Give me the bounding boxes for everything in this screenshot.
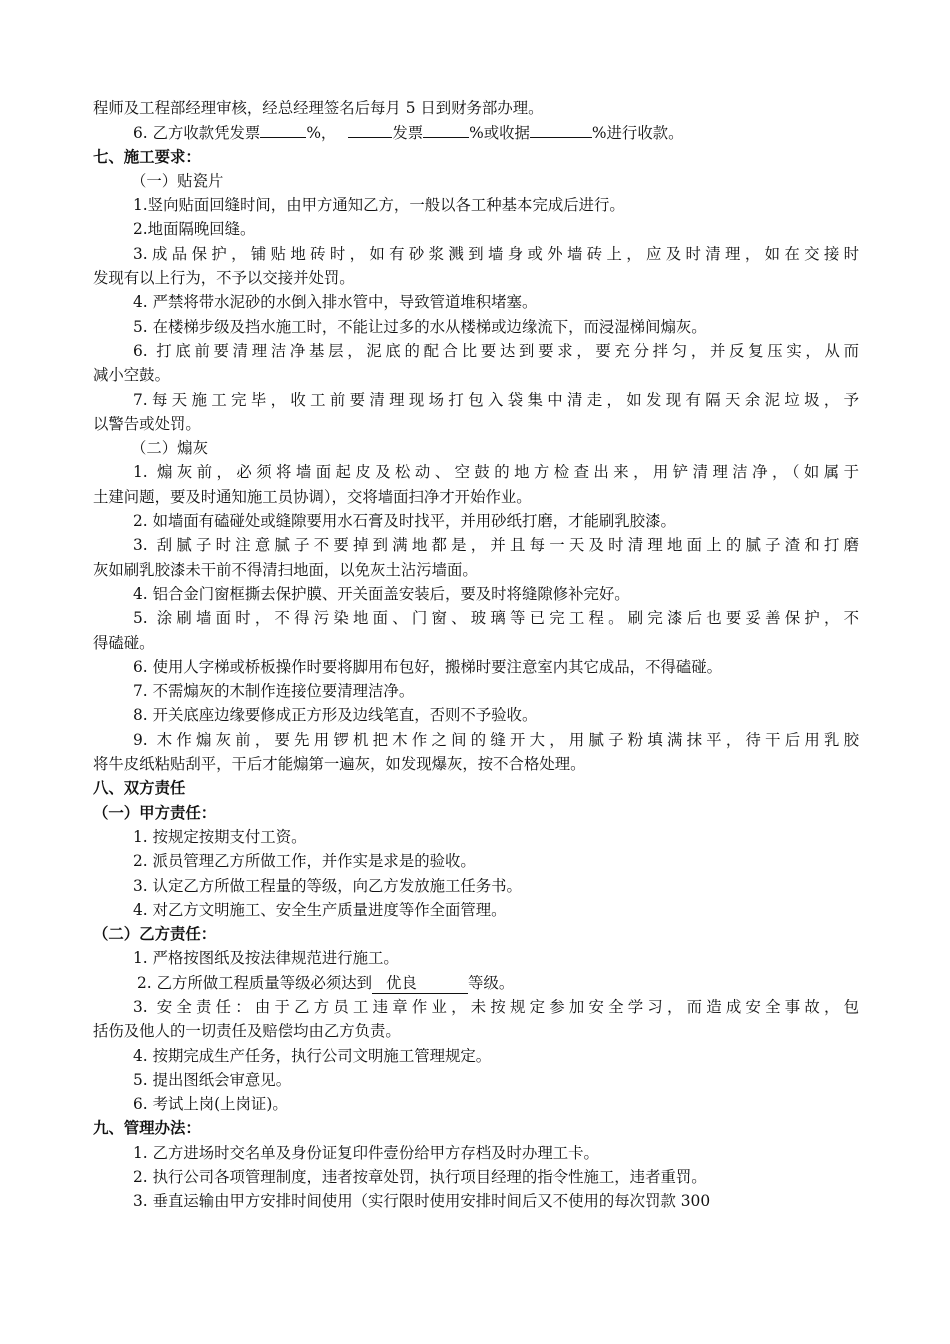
tile-item-3: 3.成品保护，铺贴地砖时，如有砂浆溅到墙身或外墙砖上，应及时清理，如在交接时 (133, 244, 859, 263)
tile-item-1: 1.竖向贴面回缝时间，由甲方通知乙方，一般以各工种基本完成后进行。 (133, 196, 625, 215)
party-b-item-3: 3. 安全责任：由于乙方员工违章作业，未按规定参加安全学习，而造成安全事故，包 (133, 997, 859, 1016)
subsection-paint: （二）煽灰 (131, 439, 208, 458)
tile-item-6-cont: 减小空鼓。 (93, 366, 170, 385)
subsection-tile: （一）贴瓷片 (131, 171, 224, 190)
party-b-item-2 (93, 971, 859, 995)
tile-item-4: 4. 严禁将带水泥砂的水倒入排水管中，导致管道堆积堵塞。 (133, 293, 538, 312)
payment-ratio-line (93, 120, 859, 144)
blank-invoice-percent (260, 120, 306, 138)
mgmt-item-1: 1. 乙方进场时交名单及身份证复印件壹份给甲方存档及时办理工卡。 (133, 1143, 599, 1162)
tile-item-2: 2.地面隔晚回缝。 (133, 220, 256, 239)
contract-page (93, 96, 859, 1214)
blank-receipt-percent (530, 120, 592, 138)
section-heading-9: 九、管理办法： (93, 1119, 201, 1138)
party-a-item-2: 2. 派员管理乙方所做工作，并作实是求是的验收。 (133, 852, 476, 871)
paint-item-5: 5. 涂刷墙面时，不得污染地面、门窗、玻璃等已完工程。刷完漆后也要妥善保护，不 (133, 609, 859, 628)
subsection-party-a: （一）甲方责任： (93, 803, 217, 822)
party-a-item-3: 3. 认定乙方所做工程量的等级，向乙方发放施工任务书。 (133, 876, 522, 895)
tile-item-5: 5. 在楼梯步级及挡水施工时，不能让过多的水从楼梯或边缘流下，而浸湿梯间煽灰。 (133, 317, 707, 336)
ratio-label: 6. 乙方收款凭发票 (133, 124, 261, 143)
quality-suffix: 等级。 (468, 973, 515, 992)
paint-item-4: 4. 铝合金门窗框撕去保护膜、开关面盖安装后，要及时将缝隙修补完好。 (133, 584, 630, 603)
party-b-item-3-cont: 括伤及他人的一切责任及赔偿均由乙方负责。 (93, 1022, 401, 1041)
quality-grade-fill: 优良 (372, 973, 468, 994)
tile-item-6: 6. 打底前要清理洁净基层，泥底的配合比要达到要求，要充分拌匀，并反复压实，从而 (133, 341, 859, 360)
ratio-invoice-label: 发票 (392, 124, 424, 143)
paint-item-8: 8. 开关底座边缘要修成正方形及边线笔直，否则不予验收。 (133, 706, 538, 725)
ratio-sep: %， (306, 124, 337, 143)
party-a-item-1: 1. 按规定按期支付工资。 (133, 827, 307, 846)
paint-item-2: 2. 如墙面有磕碰处或缝隙要用水石膏及时找平，并用砂纸打磨，才能刷乳胶漆。 (133, 512, 676, 531)
tile-item-3-cont: 发现有以上行为，不予以交接并处罚。 (93, 269, 355, 288)
paint-item-1-cont: 土建问题，要及时通知施工员协调），交将墙面扫净才开始作业。 (93, 487, 532, 506)
party-b-item-6: 6. 考试上岗(上岗证)。 (133, 1095, 288, 1114)
party-a-item-4: 4. 对乙方文明施工、安全生产质量进度等作全面管理。 (133, 900, 507, 919)
blank-invoice-percent-2 (423, 120, 469, 138)
paint-item-3: 3. 刮腻子时注意腻子不要掉到满地都是，并且每一天及时清理地面上的腻子渣和打磨 (133, 536, 859, 555)
section-heading-8: 八、双方责任 (93, 779, 186, 798)
quality-label: 2. 乙方所做工程质量等级必须达到 (137, 973, 373, 992)
mgmt-item-3: 3. 垂直运输由甲方安排时间使用（实行限时使用安排时间后又不使用的每次罚款 300 (133, 1192, 711, 1211)
mgmt-item-2: 2. 执行公司各项管理制度，违者按章处罚，执行项目经理的指令性施工，违者重罚。 (133, 1168, 707, 1187)
paint-item-1: 1. 煽灰前，必须将墙面起皮及松动、空鼓的地方检查出来，用铲清理洁净，（如属于 (133, 463, 859, 482)
payment-approval-text: 程师及工程部经理审核，经总经理签名后每月 5 日到财务部办理。 (93, 99, 544, 117)
paint-item-3-cont: 灰如刷乳胶漆未干前不得清扫地面，以免灰土沾污墙面。 (93, 560, 478, 579)
tile-item-7-cont: 以警告或处罚。 (93, 414, 201, 433)
paint-item-7: 7. 不需煽灰的木制作连接位要清理洁净。 (133, 682, 415, 701)
subsection-party-b: （二）乙方责任： (93, 925, 217, 944)
ratio-end: %进行收款。 (591, 124, 684, 143)
tile-item-7: 7.每天施工完毕，收工前要清理现场打包入袋集中清走，如发现有隔天余泥垃圾，予 (133, 390, 859, 409)
ratio-receipt-label: %或收据 (469, 124, 530, 143)
party-b-item-1: 1. 严格按图纸及按法律规范进行施工。 (133, 949, 399, 968)
paint-item-9-cont: 将牛皮纸粘贴刮平，干后才能煽第一遍灰，如发现爆灰，按不合格处理。 (93, 755, 586, 774)
paint-item-6: 6. 使用人字梯或桥板操作时要将脚用布包好，搬梯时要注意室内其它成品，不得磕碰。 (133, 657, 723, 676)
blank-invoice-type (348, 120, 392, 138)
paint-item-9: 9. 木作煽灰前，要先用锣机把木作之间的缝开大，用腻子粉填满抹平，待干后用乳胶 (133, 730, 859, 749)
party-b-item-5: 5. 提出图纸会审意见。 (133, 1070, 292, 1089)
party-b-item-4: 4. 按期完成生产任务，执行公司文明施工管理规定。 (133, 1046, 492, 1065)
paint-item-5-cont: 得磕碰。 (93, 633, 155, 652)
section-heading-7: 七、施工要求： (93, 147, 201, 166)
